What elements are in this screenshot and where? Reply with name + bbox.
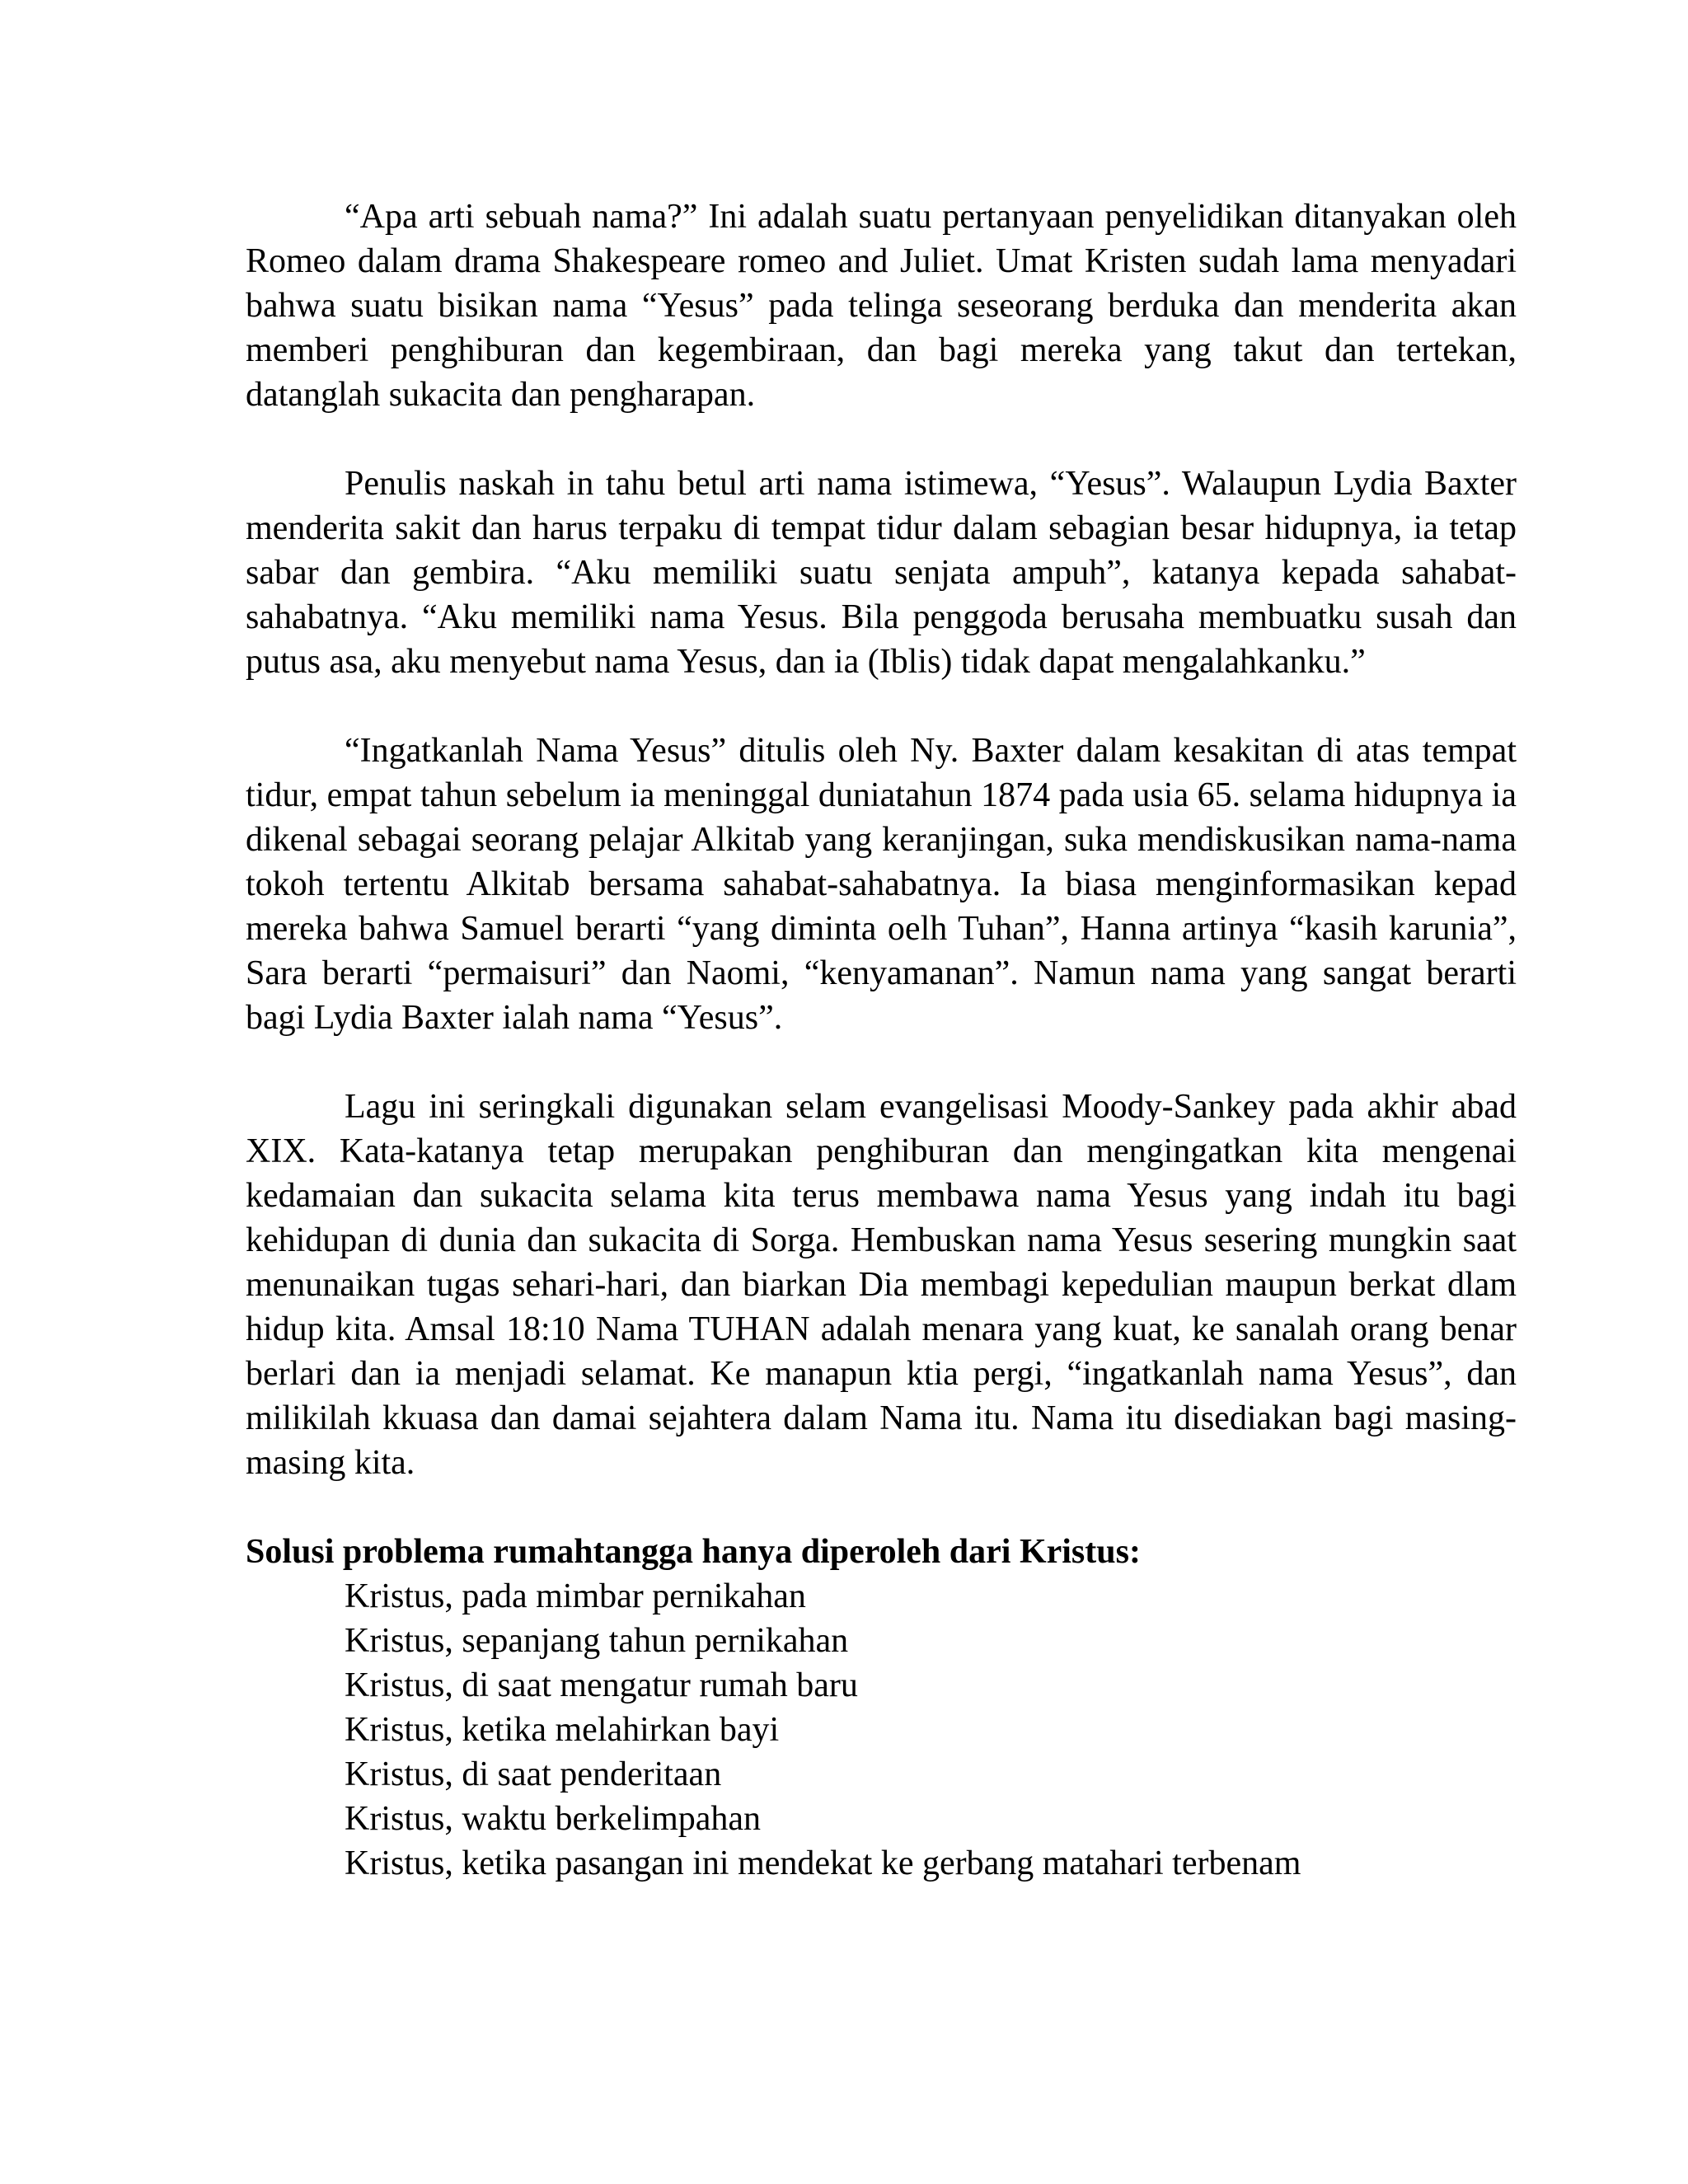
list-item: Kristus, di saat penderitaan (345, 1755, 722, 1793)
list-item: Kristus, sepanjang tahun pernikahan (345, 1622, 849, 1660)
solution-heading: Solusi problema rumahtangga hanya diperoleh dari Kristus: (246, 1533, 1141, 1571)
document-body (246, 194, 1517, 1886)
list-item: Kristus, di saat mengatur rumah baru (345, 1666, 858, 1704)
paragraph-moody-sankey: Lagu ini seringkali digunakan selam evangelisasi Moody-Sankey pada akhir abad XIX. Kata-katanya tetap merupakan penghiburan dan mengingatkan kita mengenai kedamaian dan sukacita selama kita terus membawa nama Yesus yang indah itu bagi kehidupan di dunia dan sukacita di Sorga. Hembuskan nama Yesus sesering mungkin saat menunaikan tugas sehari-hari, dan biarkan Dia membagi kepedulian maupun berkat dlam hidup kita. Amsal 18:10 Nama TUHAN adalah menara yang kuat, ke sanalah orang benar berlari dan ia menjadi selamat. Ke manapun ktia pergi, “ingatkanlah nama Yesus”, dan milikilah kkuasa dan damai sejahtera dalam Nama itu. Nama itu disediakan bagi masing-masing kita. (246, 1088, 1517, 1482)
solution-section (246, 1530, 1517, 1886)
paragraph-apa-arti-nama: “Apa arti sebuah nama?” Ini adalah suatu pertanyaan penyelidikan ditanyakan oleh Romeo dalam drama Shakespeare romeo and Juliet. Umat Kristen sudah lama menyadari bahwa suatu bisikan nama “Yesus” pada telinga seseorang berduka dan menderita akan memberi penghiburan dan kegembiraan, dan bagi mereka yang takut dan tertekan, datanglah sukacita dan pengharapan. (246, 198, 1517, 414)
solution-list (246, 1574, 1517, 1886)
list-item: Kristus, waktu berkelimpahan (345, 1800, 762, 1838)
list-item: Kristus, ketika pasangan ini mendekat ke gerbang matahari terbenam (345, 1844, 1301, 1882)
list-item: Kristus, pada mimbar pernikahan (345, 1577, 806, 1615)
paragraph-ingatkanlah-nama-yesus: “Ingatkanlah Nama Yesus” ditulis oleh Ny. Baxter dalam kesakitan di atas tempat tidur, empat tahun sebelum ia meninggal duniatahun 1874 pada usia 65. selama hidupnya ia dikenal sebagai seorang pelajar Alkitab yang keranjingan, suka mendiskusikan nama-nama tokoh tertentu Alkitab bersama sahabat-sahabatnya. Ia biasa menginformasikan kepad mereka bahwa Samuel berarti “yang diminta oelh Tuhan”, Hanna artinya “kasih karunia”, Sara berarti “permaisuri” dan Naomi, “kenyamanan”. Namun nama yang sangat berarti bagi Lydia Baxter ialah nama “Yesus”. (246, 732, 1517, 1037)
list-item: Kristus, ketika melahirkan bayi (345, 1711, 780, 1749)
paragraph-lydia-baxter: Penulis naskah in tahu betul arti nama istimewa, “Yesus”. Walaupun Lydia Baxter menderita sakit dan harus terpaku di tempat tidur dalam sebagian besar hidupnya, ia tetap sabar dan gembira. “Aku memiliki suatu senjata ampuh”, katanya kepada sahabat-sahabatnya. “Aku memiliki nama Yesus. Bila penggoda berusaha membuatku susah dan putus asa, aku menyebut nama Yesus, dan ia (Iblis) tidak dapat mengalahkanku.” (246, 465, 1517, 681)
